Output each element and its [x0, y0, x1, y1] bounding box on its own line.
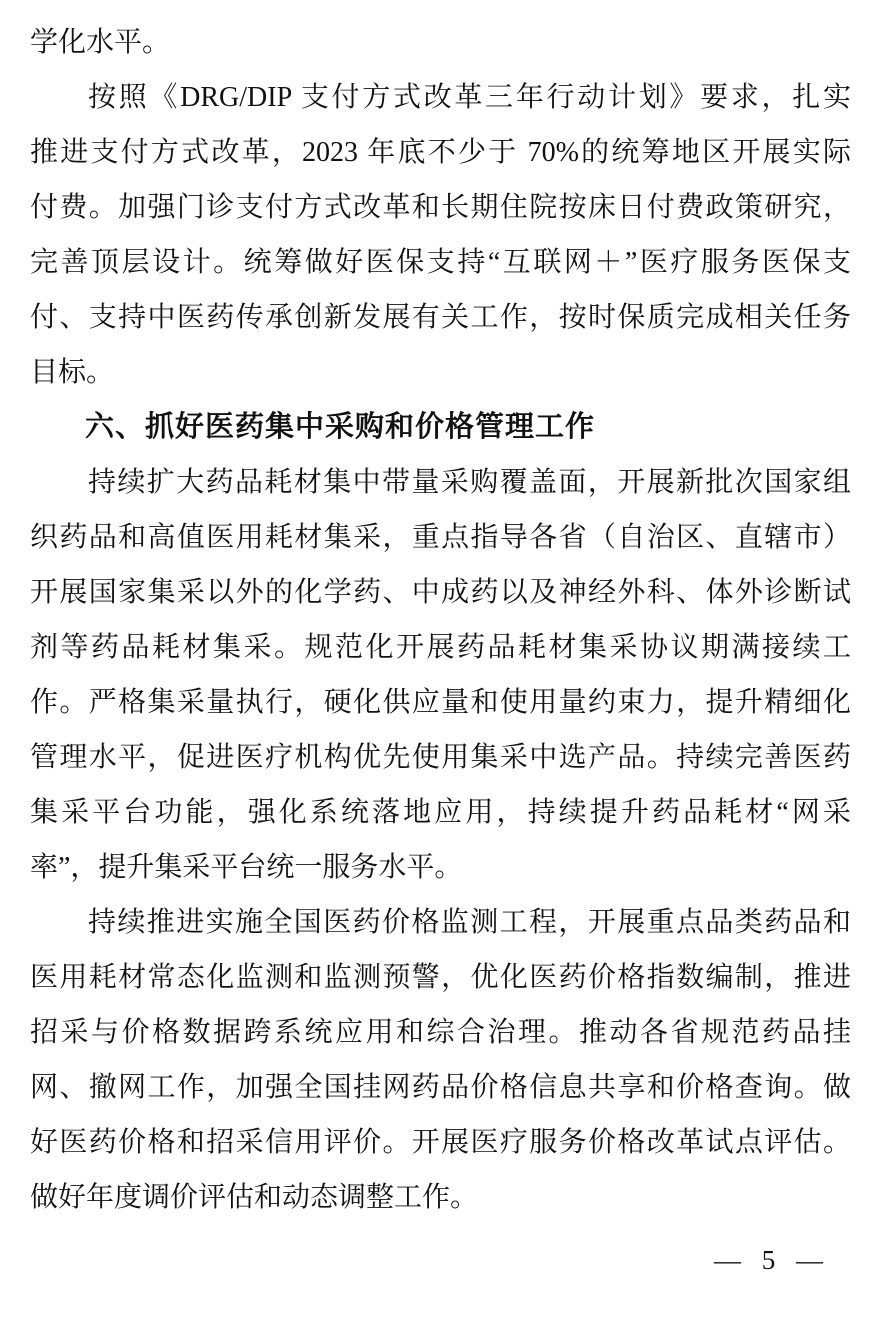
text-line: 持续扩大药品耗材集中带量采购覆盖面，开展新批次国家组	[88, 467, 851, 498]
text-line: 学化水平。	[30, 27, 171, 58]
text-line: 织药品和高值医用耗材集采，重点指导各省（自治区、直辖市）	[30, 522, 851, 553]
text-line: 作。严格集采量执行，硬化供应量和使用量约束力，提升精细化	[30, 687, 851, 718]
text-line: 按照《DRG/DIP 支付方式改革三年行动计划》要求，扎实	[88, 82, 851, 113]
section-heading: 六、抓好医药集中采购和价格管理工作	[85, 411, 596, 443]
text-line: 集采平台功能，强化系统落地应用，持续提升药品耗材“网采	[30, 797, 851, 828]
text-line: 招采与价格数据跨系统应用和综合治理。推动各省规范药品挂	[30, 1017, 851, 1048]
text-line: 好医药价格和招采信用评价。开展医疗服务价格改革试点评估。	[30, 1127, 851, 1158]
text-line: 做好年度调价评估和动态调整工作。	[30, 1182, 479, 1213]
text-line: 管理水平，促进医疗机构优先使用集采中选产品。持续完善医药	[30, 742, 851, 773]
text-line: 持续推进实施全国医药价格监测工程，开展重点品类药品和	[88, 907, 851, 938]
page-number: — 5 —	[714, 1245, 823, 1275]
text-line: 推进支付方式改革，2023 年底不少于 70%的统筹地区开展实际	[30, 137, 851, 168]
text-line: 目标。	[30, 357, 115, 388]
text-line: 剂等药品耗材集采。规范化开展药品耗材集采协议期满接续工	[30, 632, 851, 663]
text-line: 医用耗材常态化监测和监测预警，优化医药价格指数编制，推进	[30, 962, 851, 993]
text-line: 付、支持中医药传承创新发展有关工作，按时保质完成相关任务	[30, 302, 851, 333]
text-line: 开展国家集采以外的化学药、中成药以及神经外科、体外诊断试	[30, 577, 851, 608]
text-line: 率”，提升集采平台统一服务水平。	[30, 852, 463, 883]
text-line: 网、撤网工作，加强全国挂网药品价格信息共享和价格查询。做	[30, 1072, 851, 1103]
text-line: 付费。加强门诊支付方式改革和长期住院按床日付费政策研究，	[30, 192, 851, 223]
text-line: 完善顶层设计。统筹做好医保支持“互联网＋”医疗服务医保支	[30, 247, 851, 278]
